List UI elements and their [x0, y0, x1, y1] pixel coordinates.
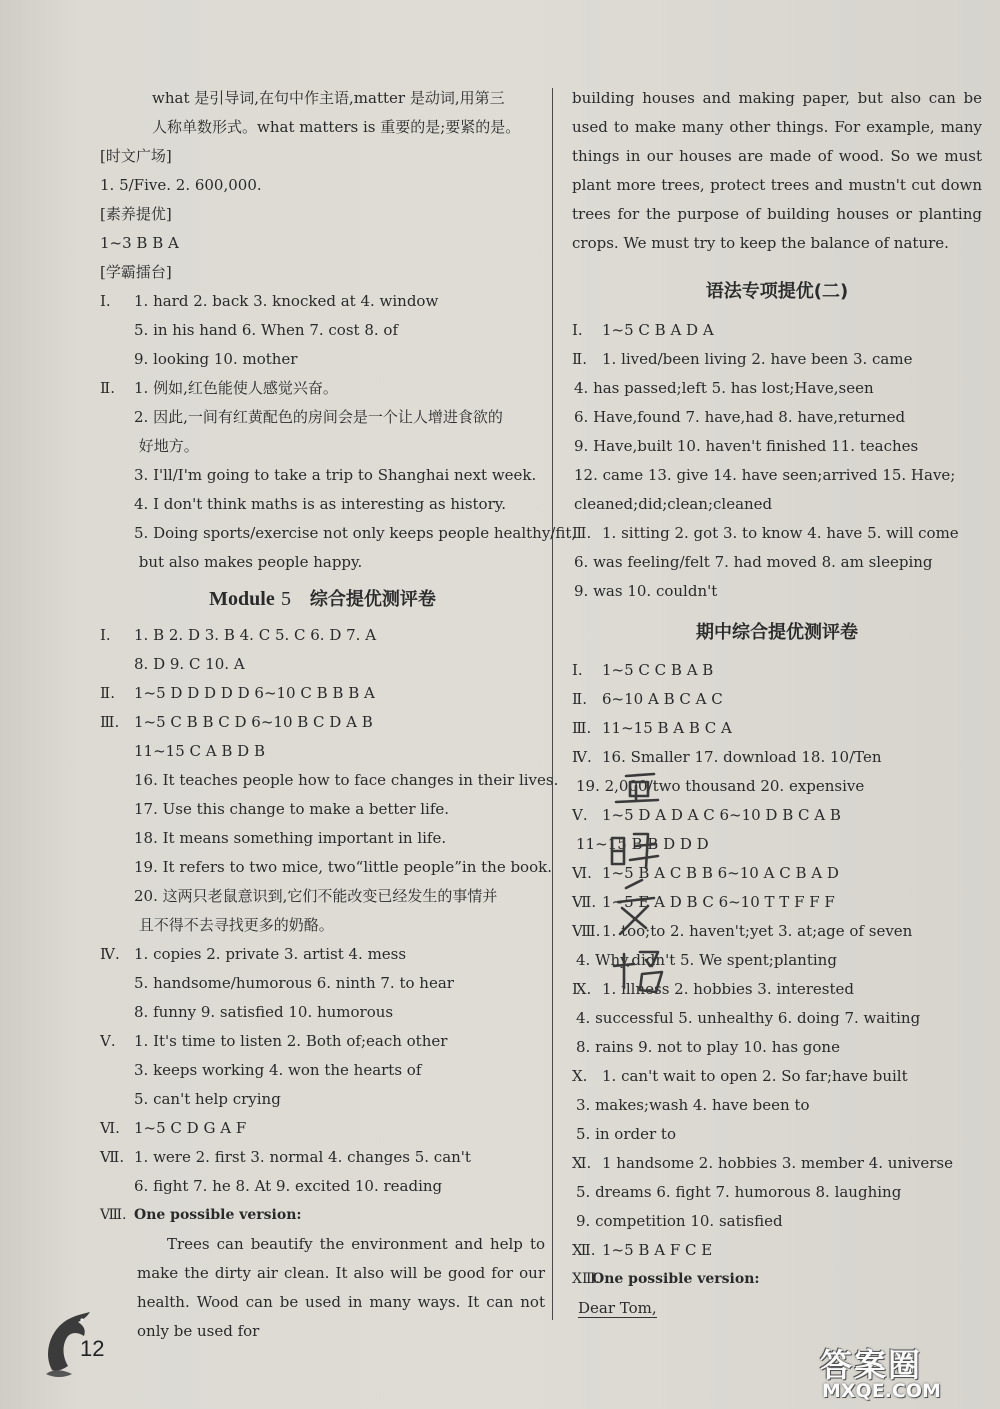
answer-text: 4. Why,didn't 5. We spent;planting: [576, 951, 837, 969]
roman-numeral: Ⅰ.: [100, 626, 111, 644]
answer-line: [100, 824, 545, 853]
answer-line: [100, 461, 545, 490]
grammar-title: 语法专项提优(二): [705, 281, 849, 302]
answer-text: 1~5 C D G A F: [134, 1119, 247, 1137]
column-divider: [552, 88, 553, 1320]
roman-numeral: Ⅵ.: [100, 1119, 120, 1137]
answer-line: 1~3 B B A: [100, 234, 179, 252]
answer-text: 17. Use this change to make a better life.: [134, 800, 450, 818]
answer-text: 1. too;to 2. haven't;yet 3. at;age of seven: [602, 922, 913, 940]
answer-line: [100, 432, 545, 461]
roman-numeral: Ⅷ.: [100, 1207, 127, 1223]
answer-text: 18. It means something important in life.: [134, 829, 447, 847]
roman-numeral: Ⅷ.: [572, 922, 601, 940]
answer-line: 1. 5/Five. 2. 600,000.: [100, 176, 262, 194]
module-number: 5: [281, 588, 292, 610]
answer-line: [572, 1033, 982, 1062]
xiii-heading: One possible version:: [592, 1271, 760, 1287]
roman-numeral: ⅩⅢ.: [572, 1271, 600, 1287]
watermark: [820, 1340, 990, 1405]
answer-line: [100, 940, 545, 969]
answer-text: 1. lived/been living 2. have been 3. came: [602, 350, 913, 368]
answer-text: 好地方。: [134, 437, 199, 455]
answer-line: [100, 1085, 545, 1114]
answer-line: [572, 374, 982, 403]
answer-line: [572, 1004, 982, 1033]
answer-line: [100, 650, 545, 679]
answer-line: [572, 490, 982, 519]
answer-text: 6~10 A B C A C: [602, 690, 723, 708]
roman-numeral: Ⅴ.: [572, 806, 588, 824]
right-column: [572, 84, 982, 1323]
answer-line: [572, 577, 982, 606]
answer-line: [572, 1178, 982, 1207]
answer-line: [100, 621, 545, 650]
page-number: 12: [80, 1336, 105, 1361]
answer-text: 1~5 C C B A B: [602, 661, 714, 679]
left-column: [100, 84, 577, 1346]
answer-text: 1~5 B A F C E: [602, 1241, 713, 1259]
answer-line: [100, 374, 545, 403]
answer-text: 8. rains 9. not to play 10. has gone: [576, 1038, 840, 1056]
answer-line: [572, 685, 982, 714]
answer-text: 4. I don't think maths is as interesting as history.: [134, 495, 506, 513]
midterm-title: 期中综合提优测评卷: [696, 622, 858, 643]
answer-line: [100, 708, 545, 737]
answer-line: [100, 969, 545, 998]
module-title-rest: 综合提优测评卷: [309, 589, 436, 610]
intro-line: what 是引导词,在句中作主语,matter 是动词,用第三: [152, 89, 505, 107]
answer-line: [572, 519, 982, 548]
answer-line: [572, 1091, 982, 1120]
answer-text: 1. 例如,红色能使人感觉兴奋。: [134, 379, 338, 397]
answer-text: 1~5 C B B C D 6~10 B C D A B: [134, 713, 373, 731]
answer-text: 1 handsome 2. hobbies 3. member 4. universe: [602, 1154, 954, 1172]
roman-numeral: Ⅰ.: [572, 321, 583, 339]
answer-text: 2. 因此,一间有红黄配色的房间会是一个让人增进食欲的: [134, 408, 503, 426]
roman-numeral: Ⅰ.: [100, 292, 111, 310]
xiii-heading-line: [572, 1265, 982, 1294]
answer-line: [572, 1120, 982, 1149]
answer-text: 1. were 2. first 3. normal 4. changes 5. can't: [134, 1148, 471, 1166]
answer-text: 11~15 B B D D D: [576, 835, 709, 853]
roman-numeral: Ⅶ.: [100, 1148, 125, 1166]
answer-line: [572, 461, 982, 490]
handwriting-scribble: [596, 768, 676, 1008]
answer-text: 5. handsome/humorous 6. ninth 7. to hear: [134, 974, 454, 992]
answer-line: [572, 548, 982, 577]
answer-text: 6. fight 7. he 8. At 9. excited 10. reading: [134, 1177, 443, 1195]
roman-numeral: Ⅳ.: [100, 945, 120, 963]
answer-line: [572, 1149, 982, 1178]
answer-text: 3. makes;wash 4. have been to: [576, 1096, 810, 1114]
answer-text: 5. in order to: [576, 1125, 676, 1143]
roman-numeral: Ⅱ.: [100, 684, 115, 702]
answer-line: [100, 1114, 545, 1143]
answer-line: [100, 1027, 545, 1056]
answer-text: 19. It refers to two mice, two“little people”in the book.: [134, 858, 552, 876]
roman-numeral: Ⅸ.: [572, 980, 592, 998]
answer-text: 1~5 D A D A C 6~10 D B C A B: [602, 806, 841, 824]
answer-text: 11~15 C A B D B: [134, 742, 265, 760]
answer-line: [100, 345, 545, 374]
answer-text: 5. in his hand 6. When 7. cost 8. of: [134, 321, 398, 339]
roman-numeral: Ⅺ.: [572, 1154, 592, 1172]
roman-numeral: Ⅱ.: [572, 690, 587, 708]
answer-line: [100, 548, 545, 577]
answer-line: [100, 679, 545, 708]
roman-numeral: Ⅻ.: [572, 1241, 596, 1259]
answer-line: [100, 882, 545, 911]
section-heading: [学霸擂台]: [100, 263, 172, 281]
answer-text: 且不得不去寻找更多的奶酪。: [134, 916, 334, 934]
module-prefix: Module: [209, 588, 275, 610]
grammar-answers: [572, 316, 982, 606]
answer-text: 1~5 C B A D A: [602, 321, 714, 339]
answer-text: 5. Doing sports/exercise not only keeps people healthy/fit,: [134, 524, 577, 542]
answer-line: [572, 714, 982, 743]
roman-numeral: Ⅲ.: [572, 524, 592, 542]
answer-line: [572, 345, 982, 374]
answer-line: [100, 766, 559, 795]
answer-line: [572, 316, 982, 345]
watermark-title: 答案圈: [820, 1346, 923, 1384]
module-answers: [100, 621, 559, 1201]
answer-line: [100, 795, 545, 824]
answer-text: 1. can't wait to open 2. So far;have built: [602, 1067, 908, 1085]
answer-text: 1~5 E A D B C 6~10 T T F F F: [602, 893, 835, 911]
roman-numeral: Ⅶ.: [572, 893, 597, 911]
letter-greeting: Dear Tom,: [578, 1299, 657, 1317]
answer-text: 1. B 2. D 3. B 4. C 5. C 6. D 7. A: [134, 626, 377, 644]
answer-text: 9. Have,built 10. haven't finished 11. teaches: [574, 437, 919, 455]
answer-text: 9. competition 10. satisfied: [576, 1212, 783, 1230]
answer-text: 6. Have,found 7. have,had 8. have,returned: [574, 408, 906, 426]
roman-numeral: Ⅵ.: [572, 864, 592, 882]
viii-heading-line: [100, 1201, 545, 1230]
answer-text: 3. keeps working 4. won the hearts of: [134, 1061, 422, 1079]
answer-line: [100, 1172, 545, 1201]
answer-text: cleaned;did;clean;cleaned: [574, 495, 773, 513]
letter-greeting-line: [572, 1294, 982, 1323]
viii-essay: Trees can beautify the environment and help to make the dirty air clean. It also will be good for our health. Wood can be used in many ways. It can not only be used for: [137, 1235, 545, 1340]
answer-line: [100, 1056, 545, 1085]
essay-continuation: building houses and making paper, but also can be used to make many other things. For example, many things in our houses are made of wood. So we must plant more trees, protect trees and mustn't cut down trees for the purpose of building houses or planting crops. We must try to keep the balance of nature.: [572, 89, 982, 252]
answer-line: [572, 1062, 982, 1091]
answer-line: [100, 1143, 545, 1172]
answer-text: 1. sitting 2. got 3. to know 4. have 5. will come: [602, 524, 959, 542]
answer-text: 1. illness 2. hobbies 3. interested: [602, 980, 854, 998]
answer-text: 9. was 10. couldn't: [574, 582, 718, 600]
answer-line: [100, 998, 545, 1027]
answer-text: 1. It's time to listen 2. Both of;each other: [134, 1032, 448, 1050]
answer-line: [100, 737, 545, 766]
answer-text: 5. dreams 6. fight 7. humorous 8. laughing: [576, 1183, 902, 1201]
answer-line: [100, 287, 545, 316]
answer-text: 1~5 B A C B B 6~10 A C B A D: [602, 864, 839, 882]
leitai-answers: [100, 287, 577, 577]
roman-numeral: Ⅱ.: [572, 350, 587, 368]
answer-line: [572, 1236, 982, 1265]
answer-text: 4. successful 5. unhealthy 6. doing 7. waiting: [576, 1009, 921, 1027]
answer-text: 1~5 D D D D D 6~10 C B B B A: [134, 684, 375, 702]
answer-line: [100, 911, 545, 940]
answer-line: [100, 519, 577, 548]
answer-text: 16. It teaches people how to face changes in their lives.: [134, 771, 559, 789]
answer-line: [100, 490, 545, 519]
answer-text: 11~15 B A B C A: [602, 719, 732, 737]
answer-line: [572, 656, 982, 685]
answer-text: but also makes people happy.: [134, 553, 363, 571]
roman-numeral: Ⅲ.: [100, 713, 120, 731]
roman-numeral: Ⅲ.: [572, 719, 592, 737]
viii-heading: One possible version:: [134, 1207, 302, 1223]
roman-numeral: Ⅰ.: [572, 661, 583, 679]
roman-numeral: Ⅳ.: [572, 748, 592, 766]
answer-text: 8. funny 9. satisfied 10. humorous: [134, 1003, 394, 1021]
answer-text: 4. has passed;left 5. has lost;Have,seen: [574, 379, 874, 397]
roman-numeral: Ⅹ.: [572, 1067, 588, 1085]
section-heading: [时文广场]: [100, 147, 172, 165]
module-title: [100, 577, 545, 621]
watermark-url: MXQE.COM: [822, 1380, 941, 1402]
answer-text: 1. copies 2. private 3. artist 4. mess: [134, 945, 407, 963]
answer-text: 5. can't help crying: [134, 1090, 281, 1108]
answer-line: [572, 432, 982, 461]
answer-line: [100, 853, 552, 882]
answer-text: 8. D 9. C 10. A: [134, 655, 245, 673]
answer-line: [100, 403, 545, 432]
section-heading: [素养提优]: [100, 205, 172, 223]
answer-text: 6. was feeling/felt 7. had moved 8. am sleeping: [574, 553, 933, 571]
answer-text: 20. 这两只老鼠意识到,它们不能改变已经发生的事情并: [134, 887, 498, 905]
answer-text: 9. looking 10. mother: [134, 350, 298, 368]
answer-text: 3. I'll/I'm going to take a trip to Shanghai next week.: [134, 466, 537, 484]
intro-line: 人称单数形式。what matters is 重要的是;要紧的是。: [152, 118, 521, 136]
answer-text: 16. Smaller 17. download 18. 10/Ten: [602, 748, 882, 766]
answer-line: [100, 316, 545, 345]
answer-text: 19. 2,000/two thousand 20. expensive: [576, 777, 865, 795]
answer-text: 1. hard 2. back 3. knocked at 4. window: [134, 292, 439, 310]
roman-numeral: Ⅴ.: [100, 1032, 116, 1050]
answer-line: [572, 403, 982, 432]
answer-text: 12. came 13. give 14. have seen;arrived 15. Have;: [574, 466, 956, 484]
roman-numeral: Ⅱ.: [100, 379, 115, 397]
answer-line: [572, 1207, 982, 1236]
